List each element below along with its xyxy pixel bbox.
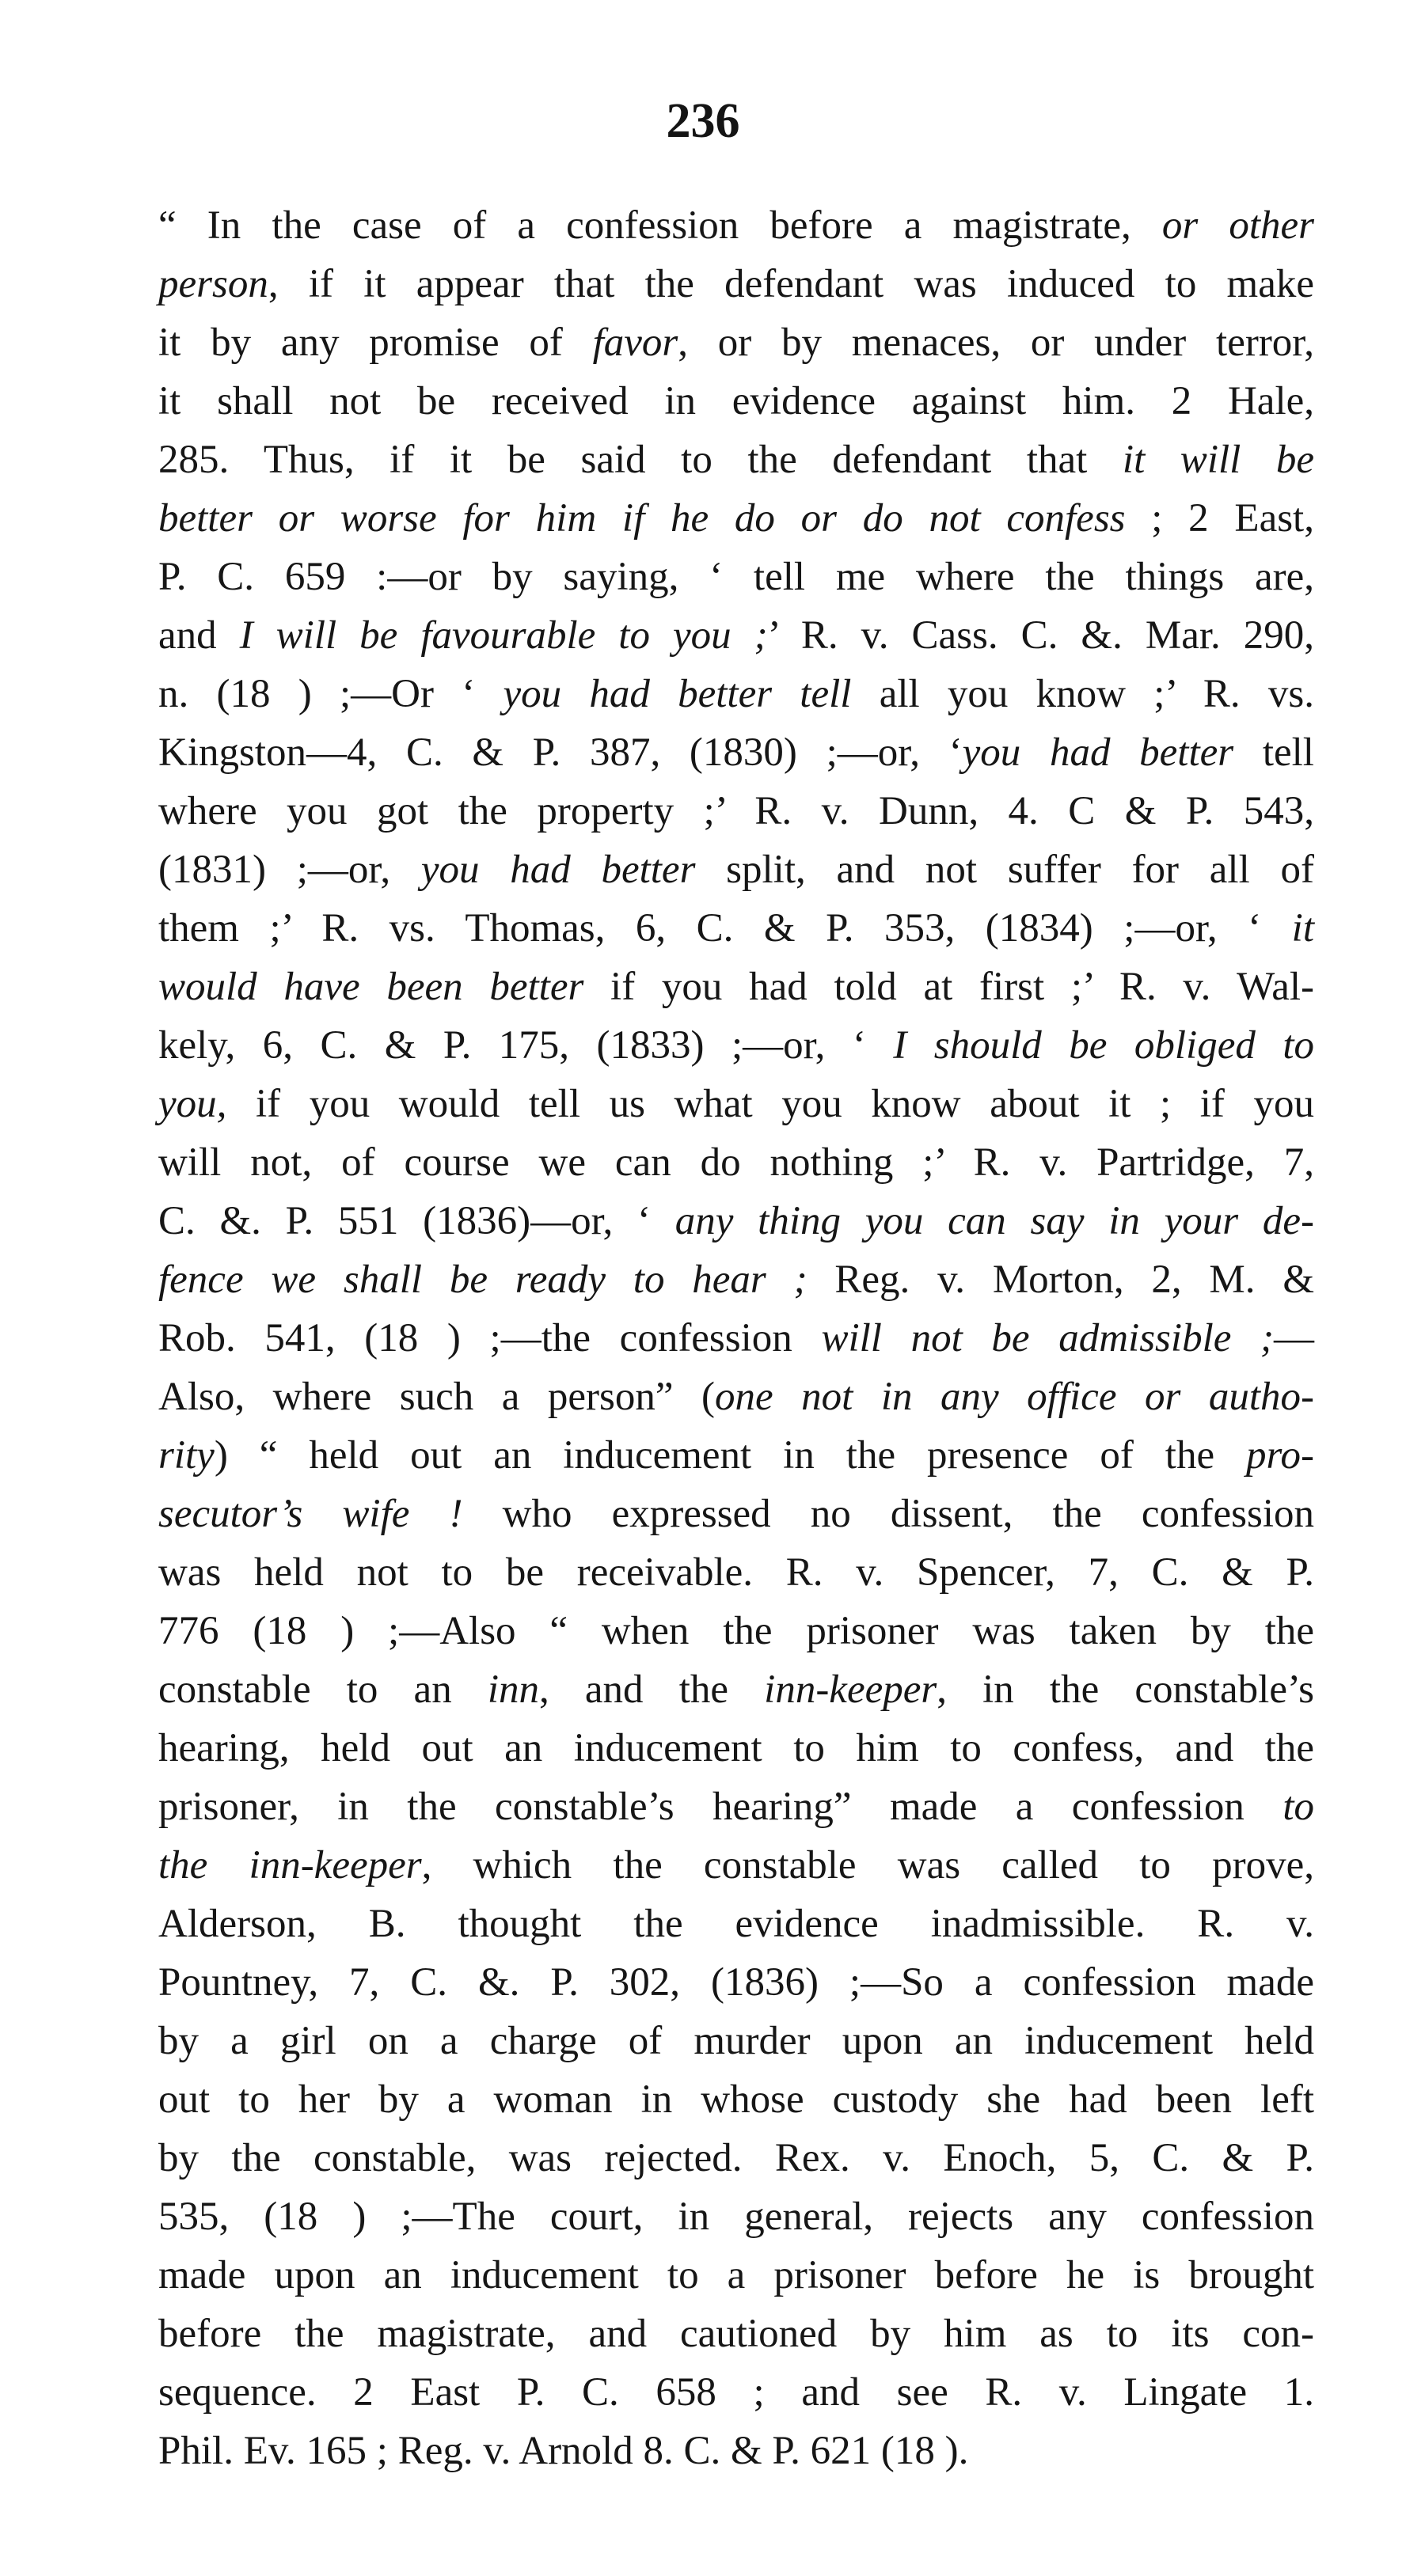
- text-run: was held not to be receivable. R. v. Spencer, 7, C. & P.: [158, 1550, 1314, 1595]
- text-line: [158, 2012, 1314, 2070]
- italic-text: will not be admissible ;: [821, 1316, 1275, 1360]
- text-line: [158, 1719, 1314, 1777]
- italic-text: favor: [592, 321, 678, 365]
- text-run: —: [1274, 1316, 1315, 1360]
- text-run: it shall not be received in evidence against him. 2 Hale,: [158, 379, 1314, 423]
- text-run: by a girl on a charge of murder upon an inducement held: [158, 2019, 1314, 2063]
- text-line: [158, 1016, 1314, 1075]
- text-run: it by any promise of: [158, 321, 593, 365]
- text-line: [158, 489, 1314, 548]
- text-line: [158, 2422, 1314, 2480]
- text-run: kely, 6, C. & P. 175, (1833) ;—or, ‘: [158, 1023, 894, 1068]
- text-line: [158, 665, 1314, 723]
- text-line: [158, 1426, 1314, 1485]
- text-run: split, and not suffer for all of: [695, 848, 1314, 892]
- italic-text: fence we shall be ready to hear ;: [158, 1258, 808, 1302]
- text-run: 285. Thus, if it be said to the defendant that: [158, 438, 1123, 482]
- text-line: [158, 782, 1314, 840]
- text-line: [158, 1602, 1314, 1660]
- text-run: Pountney, 7, C. &. P. 302, (1836) ;—So a confession made: [158, 1960, 1314, 2005]
- text-run: 535, (18 ) ;—The court, in general, rejects any confession: [158, 2195, 1314, 2239]
- italic-text: you had better: [420, 848, 696, 892]
- text-line: [158, 840, 1314, 899]
- text-run: , which the constable was called to prove,: [421, 1843, 1314, 1887]
- text-line: [158, 606, 1314, 665]
- text-run: constable to an: [158, 1667, 488, 1712]
- text-line: [158, 958, 1314, 1016]
- text-line: [158, 2246, 1314, 2305]
- text-line: [158, 1309, 1314, 1368]
- text-line: [158, 899, 1314, 958]
- text-line: [158, 1953, 1314, 2012]
- text-line: [158, 2363, 1314, 2422]
- text-run: Also, where such a person” (: [158, 1375, 715, 1419]
- text-run: , or by menaces, or under terror,: [678, 321, 1314, 365]
- italic-text: to: [1282, 1785, 1314, 1829]
- text-run: if you would tell us what you know about it ; if you: [226, 1082, 1314, 1126]
- text-line: [158, 2129, 1314, 2187]
- text-run: before the magistrate, and cautioned by him as to its con-: [158, 2312, 1314, 2356]
- italic-text: I should be obliged to: [893, 1023, 1315, 1068]
- text-line: [158, 2187, 1314, 2246]
- text-run: out to her by a woman in whose custody she had been left: [158, 2077, 1314, 2122]
- text-run: (1831) ;—or,: [158, 848, 421, 892]
- text-run: made upon an inducement to a prisoner before he is brought: [158, 2253, 1314, 2297]
- text-run: sequence. 2 East P. C. 658 ; and see R. v. Lingate 1.: [158, 2370, 1314, 2415]
- text-run: by the constable, was rejected. Rex. v. Enoch, 5, C. & P.: [158, 2136, 1314, 2180]
- text-run: C. &. P. 551 (1836)—or, ‘: [158, 1199, 675, 1243]
- italic-text: it will be: [1122, 438, 1315, 482]
- text-line: [158, 255, 1314, 313]
- italic-text: would have been better: [158, 965, 584, 1009]
- text-line: [158, 1836, 1314, 1895]
- text-line: [158, 431, 1314, 489]
- text-run: P. C. 659 :—or by saying, ‘ tell me where the things are,: [158, 555, 1314, 599]
- text-run: , and the: [539, 1667, 765, 1712]
- text-line: [158, 1660, 1314, 1719]
- text-run: tell: [1233, 730, 1314, 775]
- page-number: 236: [666, 94, 740, 148]
- text-line: [158, 1133, 1314, 1192]
- italic-text: better or worse for him if he do or do not confess: [158, 496, 1126, 541]
- text-run: “ In the case of a confession before a magistrate,: [158, 203, 1162, 248]
- text-run: Rob. 541, (18 ) ;—the confession: [158, 1316, 822, 1360]
- text-line: [158, 1368, 1314, 1426]
- text-line: [158, 2070, 1314, 2129]
- text-line: [158, 313, 1314, 372]
- italic-text: or other: [1161, 203, 1314, 248]
- italic-text: I will be favourable to you ;: [239, 613, 768, 658]
- text-run: ; 2 East,: [1125, 496, 1314, 541]
- text-run: n. (18 ) ;—Or ‘: [158, 672, 504, 716]
- italic-text: pro-: [1246, 1433, 1314, 1478]
- text-run: hearing, held out an inducement to him to confess, and the: [158, 1726, 1314, 1770]
- text-line: [158, 1075, 1314, 1133]
- text-line: [158, 1250, 1314, 1309]
- italic-text: the inn-keeper: [158, 1843, 422, 1887]
- italic-text: any thing you can say in your de-: [674, 1199, 1314, 1243]
- text-run: 776 (18 ) ;—Also “ when the prisoner was taken by the: [158, 1609, 1314, 1653]
- text-line: [158, 1895, 1314, 1953]
- text-line: [158, 1485, 1314, 1543]
- italic-text: you had better: [962, 730, 1234, 775]
- text-line: [158, 723, 1314, 782]
- text-line: [158, 2305, 1314, 2363]
- text-run: , in the constable’s: [937, 1667, 1314, 1712]
- body-text: [158, 196, 1314, 2480]
- italic-text: it: [1291, 906, 1314, 950]
- text-run: ) “ held out an inducement in the presence of the: [214, 1433, 1247, 1478]
- italic-text: you,: [158, 1082, 227, 1126]
- text-run: will not, of course we can do nothing ;’ R. v. Partridge, 7,: [158, 1140, 1314, 1185]
- text-run: Kingston—4, C. & P. 387, (1830) ;—or, ‘: [158, 730, 963, 775]
- italic-text: you had better tell: [503, 672, 852, 716]
- text-run: who expressed no dissent, the confession: [462, 1492, 1315, 1536]
- text-run: prisoner, in the constable’s hearing” made a confession: [158, 1785, 1283, 1829]
- italic-text: inn-keeper: [764, 1667, 937, 1712]
- italic-text: one not in any office or autho-: [714, 1375, 1314, 1419]
- text-run: if you had told at first ;’ R. v. Wal-: [583, 965, 1314, 1009]
- italic-text: rity: [158, 1433, 215, 1478]
- text-run: them ;’ R. vs. Thomas, 6, C. & P. 353, (1834) ;—or, ‘: [158, 906, 1292, 950]
- text-run: , if it appear that the defendant was induced to make: [268, 262, 1314, 306]
- text-run: where you got the property ;’ R. v. Dunn, 4. C & P. 543,: [158, 789, 1314, 833]
- text-line: [158, 1192, 1314, 1250]
- text-line: [158, 372, 1314, 431]
- text-line: [158, 1777, 1314, 1836]
- italic-text: person: [158, 262, 268, 306]
- italic-text: inn: [487, 1667, 540, 1712]
- text-run: ’ R. v. Cass. C. &. Mar. 290,: [767, 613, 1315, 658]
- text-line: [158, 548, 1314, 606]
- text-run: Reg. v. Morton, 2, M. &: [807, 1258, 1315, 1302]
- text-line: [158, 196, 1314, 255]
- italic-text: secutor’s wife !: [158, 1492, 463, 1536]
- text-run: all you know ;’ R. vs.: [851, 672, 1314, 716]
- text-run: Alderson, B. thought the evidence inadmissible. R. v.: [158, 1902, 1314, 1946]
- text-run: Phil. Ev. 165 ; Reg. v. Arnold 8. C. & P. 621 (18 ).: [158, 2429, 969, 2473]
- text-run: and: [158, 613, 240, 658]
- text-line: [158, 1543, 1314, 1602]
